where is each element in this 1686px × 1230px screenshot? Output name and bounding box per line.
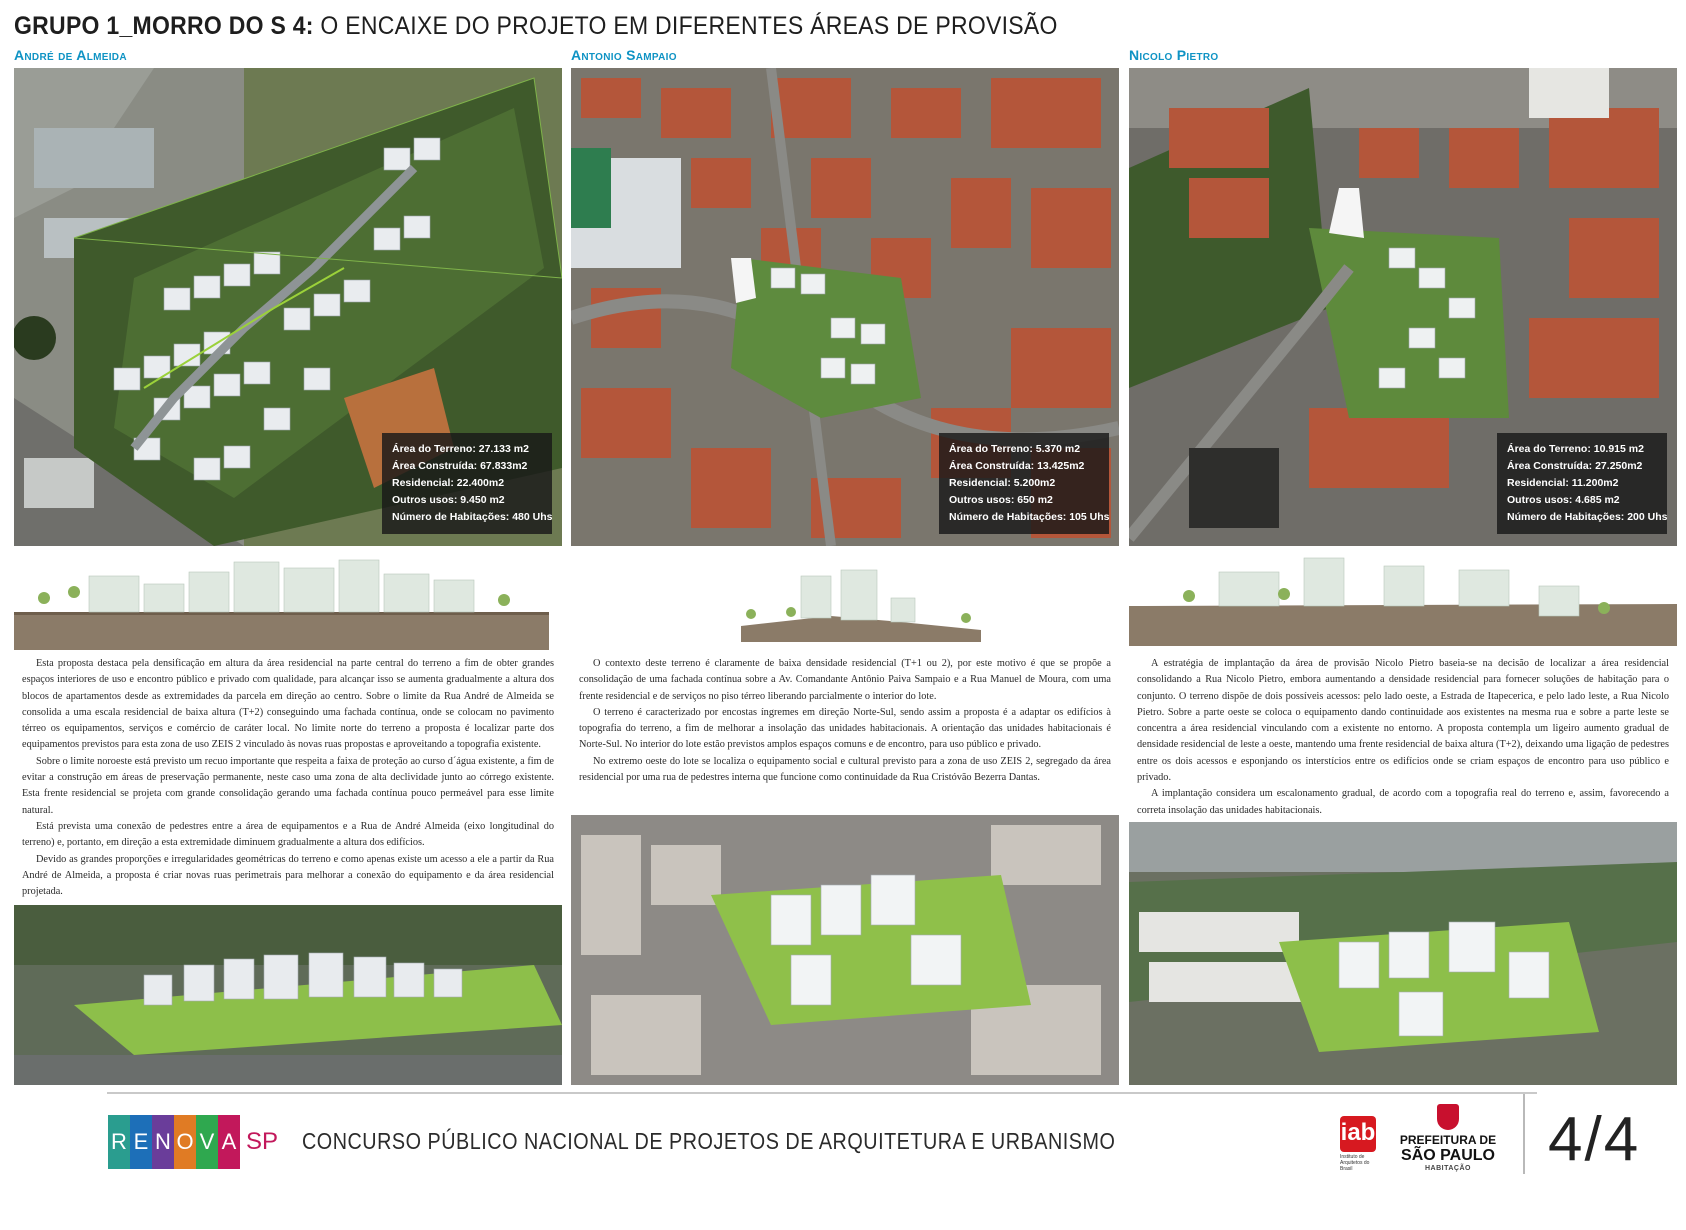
description-text (579, 656, 1111, 786)
stat-line: Número de Habitações: 200 Uhs (1507, 511, 1668, 523)
title-rest: O ENCAIXE DO PROJETO EM DIFERENTES ÁREAS DE PROVISÃO (320, 12, 1058, 40)
paragraph: No extremo oeste do lote se localiza o equipamento social e cultural previsto para a zona de uso ZEIS 2, segregado da área residencial por uma rua de pedestres interna que funcione como continuidade da Rua Cristóvão Bezerra Dantas. (579, 755, 1111, 784)
iab-mark: iab (1340, 1116, 1376, 1152)
prefeitura-crest-icon (1437, 1104, 1459, 1130)
author-name: André de Almeida (14, 47, 127, 63)
stat-line: Área do Terreno: 10.915 m2 (1507, 443, 1644, 455)
paragraph: O terreno é caracterizado por encostas íngremes em direção Norte-Sul, sendo assim a proposta é a adaptar os edifícios à topografia do terreno, a fim de melhorar a insolação das unidades habitacionais. A orientação das unidades habitacionais é Norte-Sul. No interior do lote estão previstos amplos espaços comuns e de encontro, para uso público e privado. (579, 706, 1111, 751)
paragraph: O contexto deste terreno é claramente de baixa densidade residencial (T+1 ou 2), por este motivo é que se propõe a consolidação de uma fachada contínua sobre a Av. Comandante Antônio Paiva Sampaio e a Rua Manuel de Moura, com uma frente residencial e de serviços no piso térreo liberando parcialmente o interior do lote. (579, 658, 1111, 702)
page-title (14, 12, 1058, 41)
site-section-image (14, 546, 562, 656)
logo-letter: V (196, 1115, 218, 1169)
stat-line: Área do Terreno: 27.133 m2 (392, 443, 529, 455)
paragraph: Sobre o limite noroeste está previsto um recuo importante que respeita a faixa de proteção ao curso d´água existente, a fim de evitar a construção em áreas de preservação permanente, neste caso uma zona de alta declividade junto ao córrego existente. Esta frente residencial se projeta com grande consolidação gerando uma fachada contínua pouco permeável para esse limite natural. (22, 755, 554, 816)
paragraph: Esta proposta destaca pela densificação em altura da área residencial na parte central do terreno a fim de obter grandes espaços interiores de uso e encontro público e privado com qualidade, para alcançar isso se aumenta gradualmente a altura dos blocos de apartamentos desde as extremidades da parcela em direção ao centro. Sobre o limite da Rua André de Almeida se consolida a uma escala residencial de baixa altura (T+2) conseguindo uma fachada contínua, onde se colocam no pavimento térreo os equipamentos, serviços e comércio de caráter local. No limite norte do terreno a proposta é localizar parte dos equipamentos previstos para esta zona de uso ZEIS 2 vinculado às novas ruas propostas e aproveitando a topografia existente. (22, 658, 554, 751)
site-stats-box (1497, 433, 1667, 534)
paragraph: A implantação considera um escalonamento gradual, de acordo com a topografia real do terreno e, assim, favorecendo a correta insolação das unidades habitacionais. (1137, 788, 1669, 816)
logo-letter: E (130, 1115, 152, 1169)
column-nicolo-pietro (1129, 46, 1677, 819)
site-stats-box (939, 433, 1109, 534)
prefeitura-logo (1396, 1104, 1500, 1173)
paragraph: A estratégia de implantação da área de provisão Nicolo Pietro baseia-se na decisão de localizar a área residencial consolidando a Rua Nicolo Pietro, embora aumentando a densidade residencial para fornecer soluções de habitação para o conjunto. O terreno dispõe de dois possíveis acessos: pelo lado oeste, a Estrada de Itapecerica, e pelo lado leste, a Rua Nicolo Pietro. Sobre a parte oeste se coloca o equipamento dando continuidade aos existentes na mesma rua e sobre a parte leste se concentra a área residencial vinculando com a existente no entorno. A proposta contempla um ligeiro aumento gradual de densidade residencial de leste a oeste, mantendo uma frente residencial de baixa altura (T+2), deixando uma ligação de pedestres entre os dois acessos e esponjando os interstícios entre os edifícios onde se criam espaços de encontro para uso público e privado. (1137, 658, 1669, 784)
paragraph: Devido as grandes proporções e irregularidades geométricas do terreno e como apenas existe um acesso a ele a partir da Rua André de Almeida, a proposta é criar novas ruas perimetrais para melhorar a conexão do equipamento e da área residencial projetada. (22, 853, 554, 898)
page-number: 4/4 (1548, 1105, 1641, 1174)
logo-sp: SP (246, 1128, 279, 1155)
stat-line: Área Construída: 27.250m2 (1507, 460, 1643, 472)
renova-sp-logo (108, 1114, 278, 1170)
paragraph: Está prevista uma conexão de pedestres entre a área de equipamentos e a Rua de André Almeida (eixo longitudinal do terreno) e, portanto, em direção a esta extremidade diminuem gradualmente a altura dos edifícios. (22, 820, 554, 849)
site-section-image (1129, 546, 1677, 656)
description-text (22, 656, 554, 900)
logo-letter: R (108, 1115, 130, 1169)
prefeitura-line3: HABITAÇÃO (1425, 1165, 1471, 1172)
author-name: Nicolo Pietro (1129, 47, 1219, 63)
stat-line: Área Construída: 13.425m2 (949, 460, 1085, 472)
stat-line: Área do Terreno: 5.370 m2 (949, 443, 1081, 455)
stat-line: Residencial: 22.400m2 (392, 477, 505, 489)
aerial-perspective-image (1129, 822, 1677, 1085)
logo-letter: N (152, 1115, 174, 1169)
column-antonio-sampaio (571, 46, 1119, 786)
logo-letter: A (218, 1115, 240, 1169)
aerial-site-plan-image (14, 68, 562, 546)
aerial-site-plan-image (571, 68, 1119, 546)
description-text (1137, 656, 1669, 819)
logo-letter: O (174, 1115, 196, 1169)
prefeitura-line2: SÃO PAULO (1401, 1147, 1495, 1164)
stat-line: Número de Habitações: 480 Uhs (392, 511, 553, 523)
stat-line: Outros usos: 650 m2 (949, 494, 1053, 506)
author-name: Antonio Sampaio (571, 47, 677, 63)
stat-line: Área Construída: 67.833m2 (392, 460, 528, 472)
stat-line: Residencial: 5.200m2 (949, 477, 1056, 489)
stat-line: Residencial: 11.200m2 (1507, 477, 1619, 489)
aerial-perspective-image (571, 815, 1119, 1085)
column-andre-de-almeida (14, 46, 562, 900)
iab-logo (1340, 1116, 1380, 1176)
site-stats-box (382, 433, 552, 534)
stat-line: Outros usos: 9.450 m2 (392, 494, 505, 506)
aerial-perspective-image (14, 905, 562, 1085)
stat-line: Número de Habitações: 105 Uhs (949, 511, 1110, 523)
footer-divider (1523, 1094, 1525, 1174)
site-section-image (571, 546, 1119, 656)
title-bold: GRUPO 1_MORRO DO S 4: (14, 12, 314, 40)
prefeitura-line1: PREFEITURA DE (1399, 1133, 1497, 1147)
footer-rule (107, 1092, 1537, 1094)
stat-line: Outros usos: 4.685 m2 (1507, 494, 1620, 506)
aerial-site-plan-image (1129, 68, 1677, 546)
competition-title: CONCURSO PÚBLICO NACIONAL DE PROJETOS DE ARQUITETURA E URBANISMO (302, 1128, 1116, 1154)
iab-caption: Instituto de Arquitetos do Brasil (1340, 1154, 1370, 1172)
